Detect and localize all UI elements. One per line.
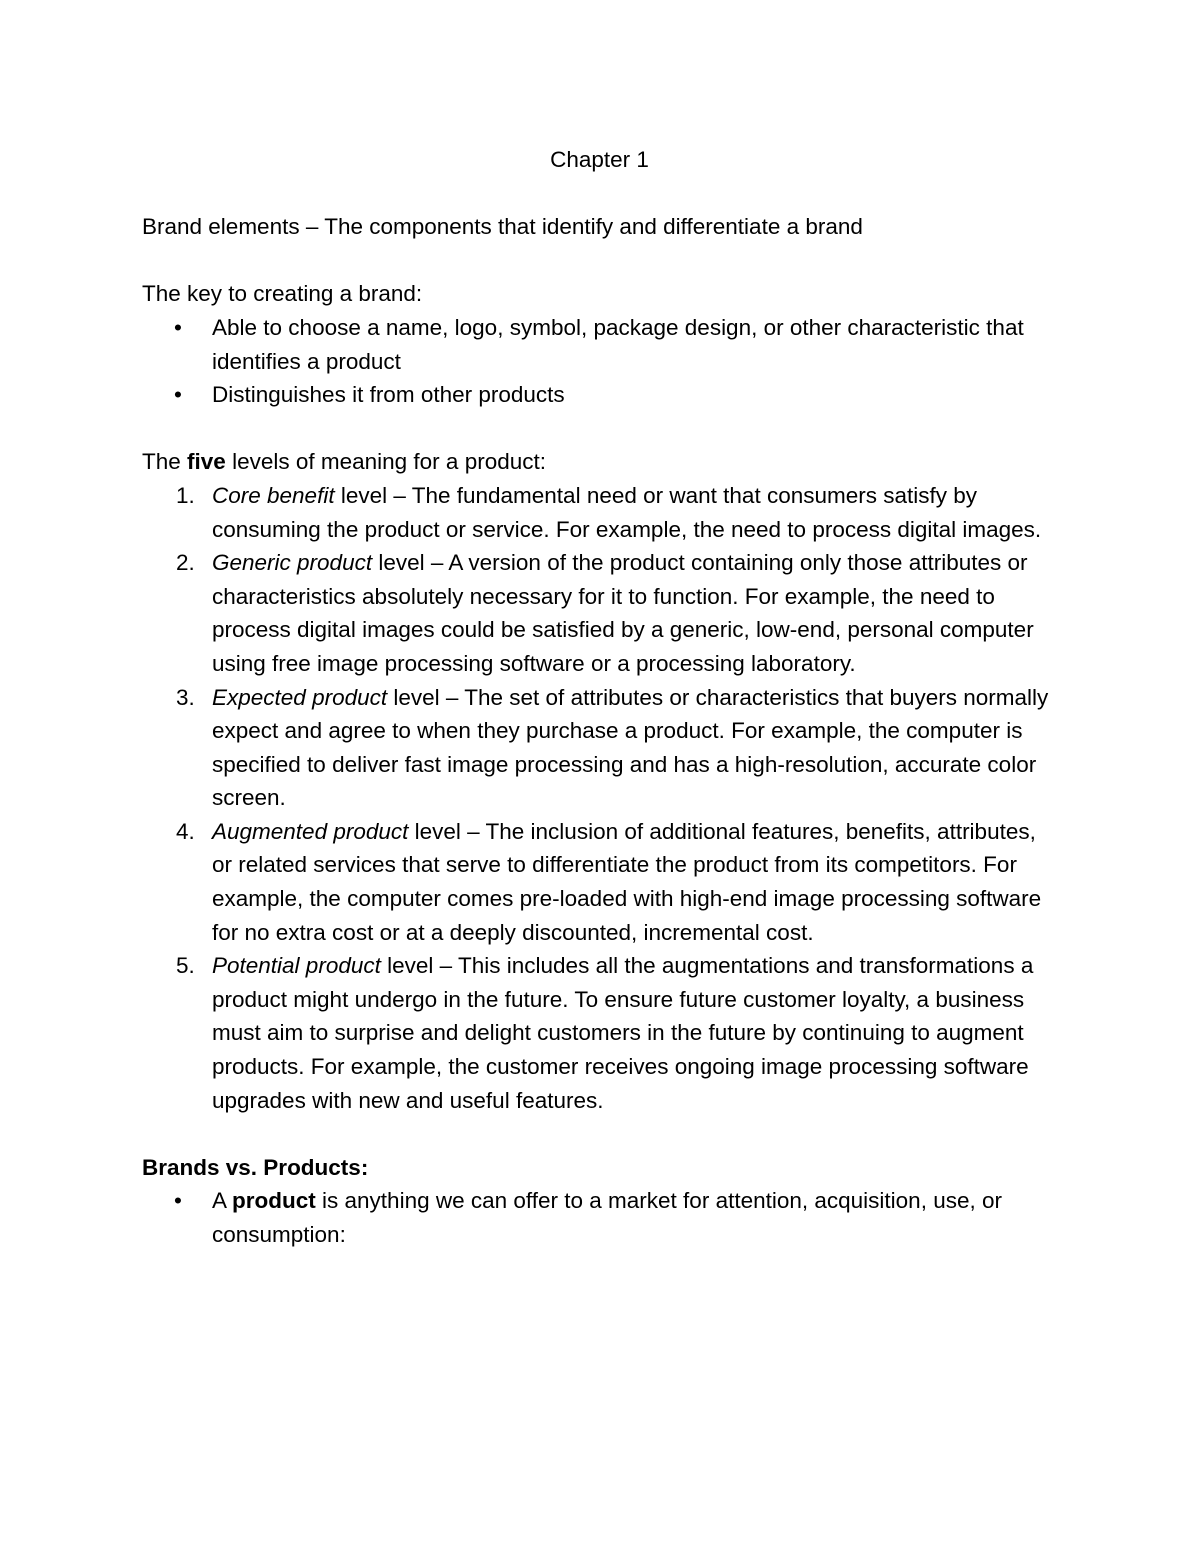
bullet-item: [142, 311, 1057, 378]
level-item: [142, 546, 1057, 680]
level-text: level – The inclusion of additional features, benefits, attributes, or related services that serve to differentiate the product from its competitors. For example, the computer comes pre-loaded with high-end image processing software for no extra cost or at a deeply discounted, incremental cost.: [212, 818, 1042, 945]
bullet-icon: •: [174, 1188, 182, 1214]
level-name: Generic product: [212, 550, 373, 576]
bullet-item: [142, 1184, 1057, 1251]
product-bullet-after: is anything we can offer to a market for attention, acquisition, use, or consumption:: [212, 1188, 1002, 1247]
chapter-title: Chapter 1: [550, 147, 649, 172]
level-name: Augmented product: [212, 818, 409, 844]
spacer: [142, 177, 1057, 211]
level-number: 3.: [176, 684, 195, 710]
levels-intro-after: levels of meaning for a product:: [225, 449, 546, 475]
level-number: 5.: [176, 953, 195, 979]
document-body: [142, 143, 1057, 1252]
bullet-icon: •: [174, 314, 182, 340]
brand-elements-definition: Brand elements – The components that identify and differentiate a brand: [142, 214, 863, 240]
levels-intro: [142, 445, 1057, 479]
level-number: 4.: [176, 818, 195, 844]
bullet-text: Distinguishes it from other products: [212, 382, 565, 408]
spacer: [142, 244, 1057, 278]
level-text: level – This includes all the augmentations and transformations a product might undergo in the future. To ensure future customer loyalty, a business must aim to surprise and delight customers in the future by continuing to augment products. For example, the customer receives ongoing image processing software upgrades with new and useful features.: [212, 953, 1034, 1113]
spacer: [142, 412, 1057, 446]
level-text: level – The set of attributes or characteristics that buyers normally expect and agree to when they purchase a product. For example, the computer is specified to deliver fast image processing and has a high-resolution, accurate color screen.: [212, 684, 1049, 811]
level-item: [142, 681, 1057, 815]
levels-intro-emphasis: five: [187, 449, 226, 475]
level-number: 2.: [176, 550, 195, 576]
brands-vs-products-heading: Brands vs. Products:: [142, 1154, 369, 1180]
level-name: Expected product: [212, 684, 388, 710]
level-name: Potential product: [212, 953, 381, 979]
spacer: [142, 1117, 1057, 1151]
level-number: 1.: [176, 482, 195, 508]
level-text: level – The fundamental need or want that consumers satisfy by consuming the product or service. For example, the need to process digital images.: [212, 482, 1042, 542]
product-bullet-list: [142, 1184, 1057, 1251]
product-bullet-before: A: [212, 1188, 233, 1214]
level-text: level – A version of the product containing only those attributes or characteristics absolutely necessary for it to function. For example, the need to process digital images could be satisfied by a generic, low-end, personal computer using free image processing software or a processing laboratory.: [212, 550, 1034, 676]
level-item: [142, 949, 1057, 1117]
levels-list: [142, 479, 1057, 1117]
key-bullet-list: [142, 311, 1057, 412]
bullet-item: [142, 378, 1057, 412]
levels-intro-before: The: [142, 449, 188, 475]
bullet-text: Able to choose a name, logo, symbol, package design, or other characteristic that identifies a product: [212, 314, 1024, 374]
level-item: [142, 479, 1057, 546]
product-bullet-emphasis: product: [232, 1188, 316, 1214]
level-name: Core benefit: [212, 482, 335, 508]
bullet-icon: •: [174, 382, 182, 408]
level-item: [142, 815, 1057, 949]
key-intro: The key to creating a brand:: [142, 281, 423, 307]
